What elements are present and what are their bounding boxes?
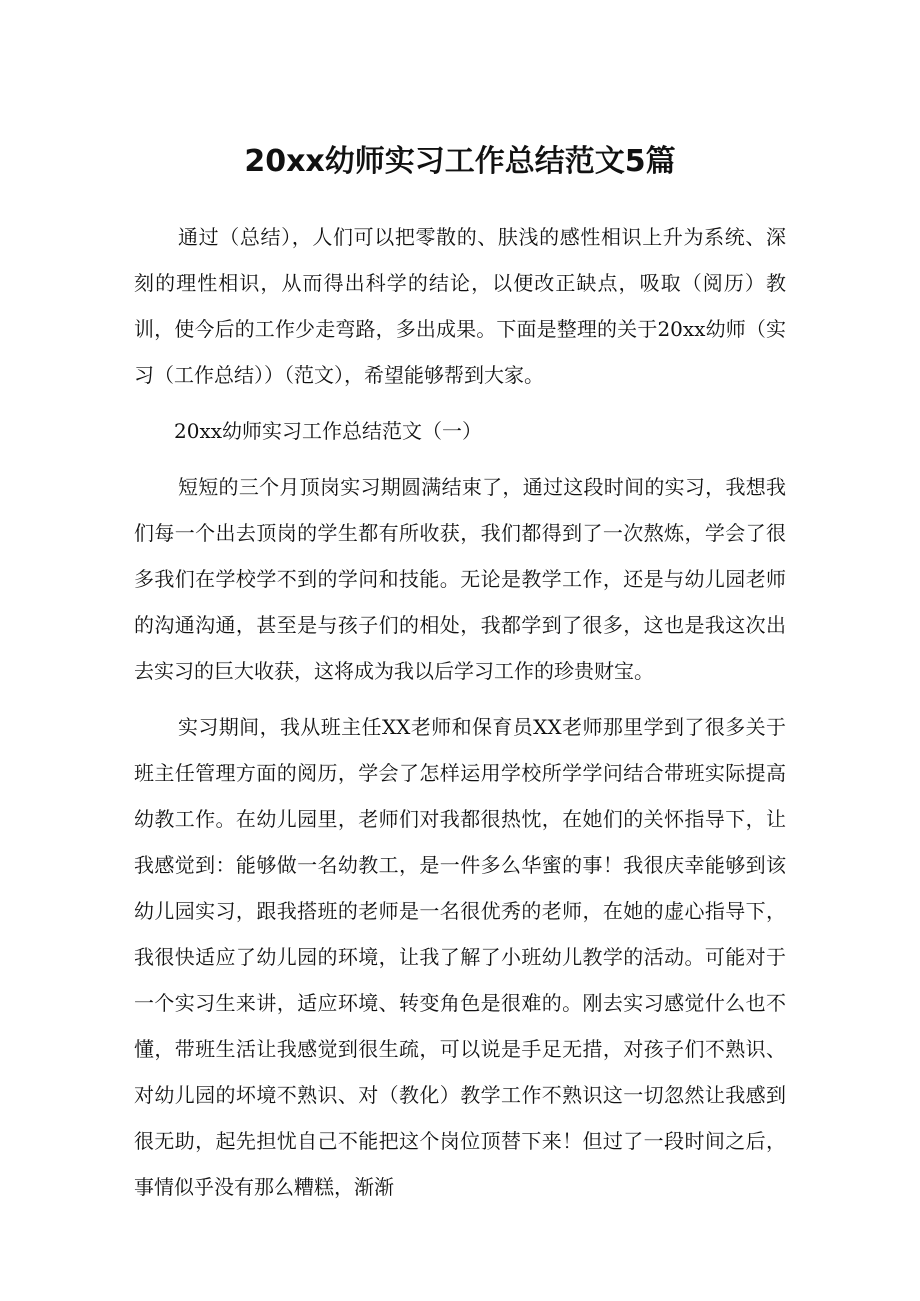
body-paragraph: 短短的三个月顶岗实习期圆满结束了，通过这段时间的实习，我想我们每一个出去顶岗的学生都有所收获，我们都得到了一次熬炼，学会了很多我们在学校学不到的学问和技能。无论是教学工作，还是与幼儿园老师的沟通沟通，甚至是与孩子们的相处，我都学到了很多，这也是我这次出去实习的巨大收获，这将成为我以后学习工作的珍贵财宝。 <box>134 475 786 683</box>
section-heading: 20xx幼师实习工作总结范文（一） <box>174 419 483 443</box>
intro-paragraph: 通过（总结），人们可以把零散的、肤浅的感性相识上升为系统、深刻的理性相识，从而得出科学的结论，以便改正缺点，吸取（阅历）教训，使今后的工作少走弯路，多出成果。下面是整理的关于20xx幼师（实习（工作总结））（范文），希望能够帮到大家。 <box>134 225 786 387</box>
body-paragraph: 实习期间，我从班主任XX老师和保育员XX老师那里学到了很多关于班主任管理方面的阅历，学会了怎样运用学校所学学问结合带班实际提高幼教工作。在幼儿园里，老师们对我都很热忱，在她们的关怀指导下，让我感觉到：能够做一名幼教工，是一件多么华蜜的事！我很庆幸能够到该幼儿园实习，跟我搭班的老师是一名很优秀的老师，在她的虚心指导下，我很快适应了幼儿园的环境，让我了解了小班幼儿教学的活动。可能对于一个实习生来讲，适应环境、转变角色是很难的。刚去实习感觉什么也不懂，带班生活让我感觉到很生疏，可以说是手足无措，对孩子们不熟识、对幼儿园的坏境不熟识、对（教化）教学工作不熟识这一切忽然让我感到很无助，起先担忧自己不能把这个岗位顶替下来！但过了一段时间之后，事情似乎没有那么糟糕，渐渐 <box>134 715 786 1199</box>
document-body <box>134 214 786 1210</box>
document-title: 20xx幼师实习工作总结范文5篇 <box>244 144 676 179</box>
